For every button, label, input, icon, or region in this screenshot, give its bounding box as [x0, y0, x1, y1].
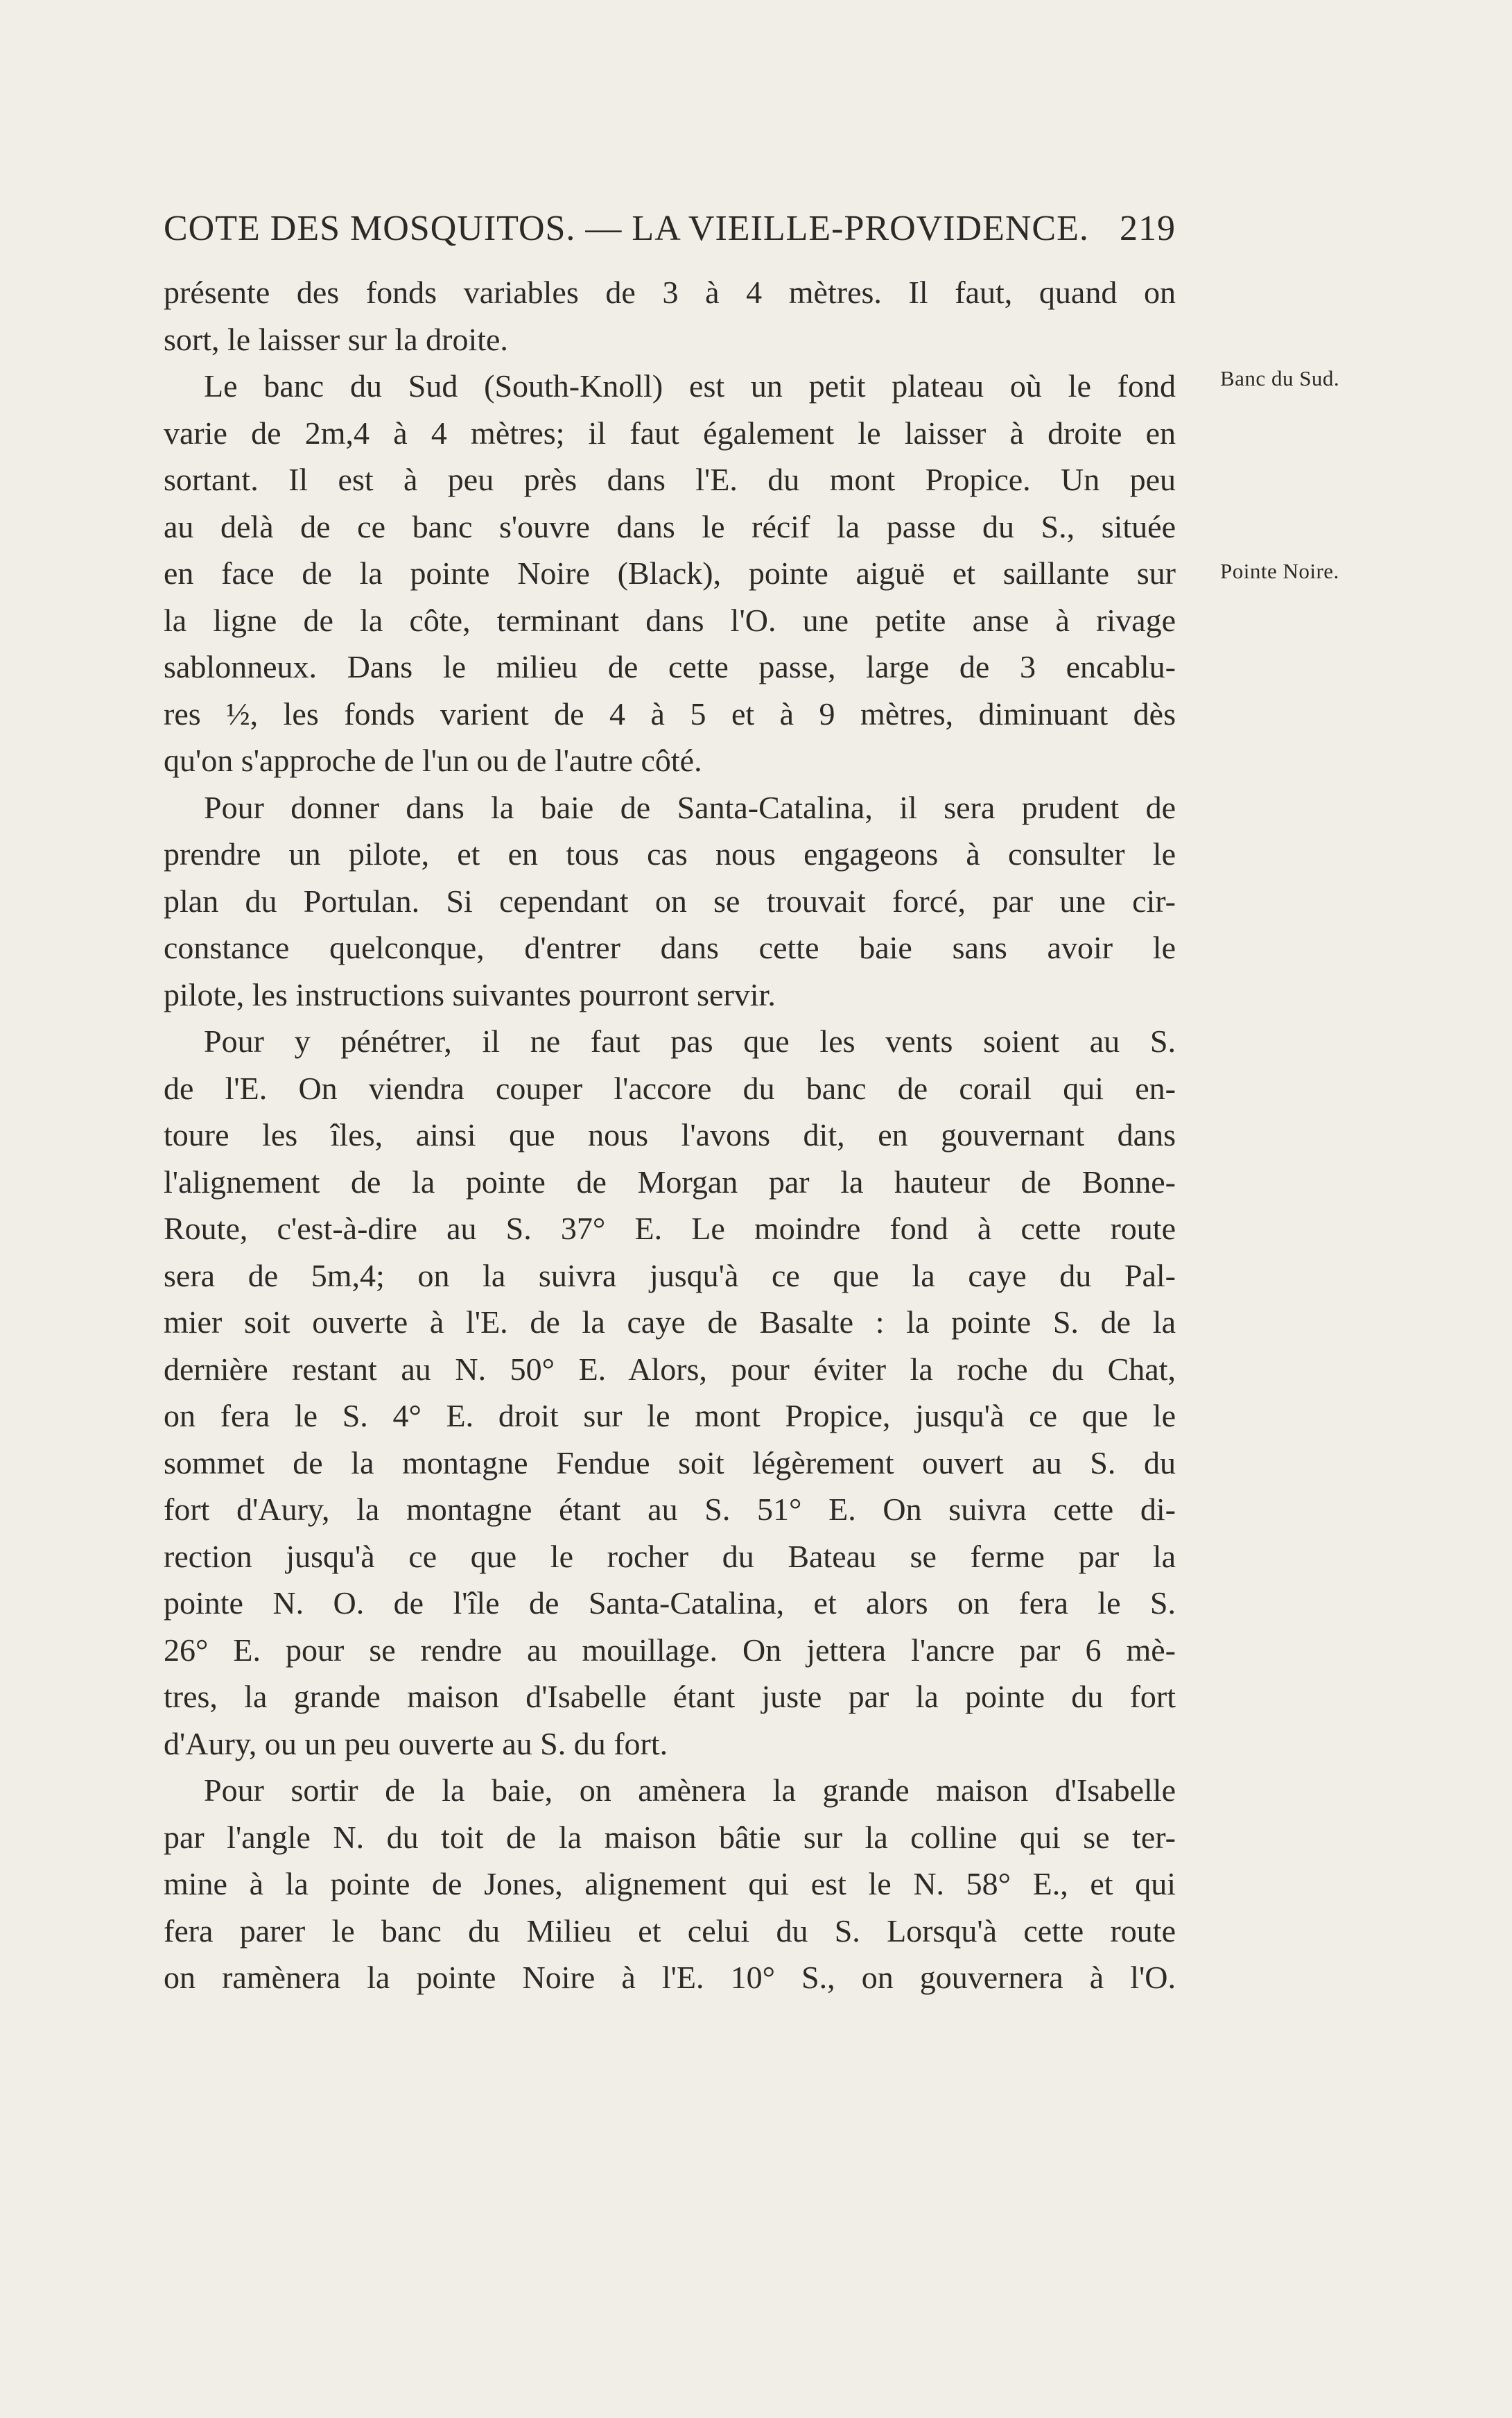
text-line: constance quelconque, d'entrer dans cette baie sans avoir le: [164, 930, 1176, 965]
text-line: varie de 2m,4 à 4 mètres; il faut également le laisser à droite en: [164, 415, 1176, 451]
text-line: sort, le laisser sur la droite.: [164, 321, 508, 357]
running-head-title: COTE DES MOSQUITOS. — LA VIEILLE-PROVIDENCE.: [164, 209, 1089, 248]
text-line: Pour donner dans la baie de Santa-Catalina, il sera prudent de: [204, 789, 1176, 825]
text-line: Pour sortir de la baie, on amènera la grande maison d'Isabelle: [204, 1772, 1176, 1808]
text-line: sommet de la montagne Fendue soit légèrement ouvert au S. du: [164, 1444, 1176, 1480]
text-line: la ligne de la côte, terminant dans l'O. une petite anse à rivage: [164, 602, 1176, 638]
text-line: mier soit ouverte à l'E. de la caye de Basalte : la pointe S. de la: [164, 1304, 1176, 1340]
text-line: fera parer le banc du Milieu et celui du S. Lorsqu'à cette route: [164, 1912, 1176, 1949]
text-line: pilote, les instructions suivantes pourront servir.: [164, 976, 776, 1012]
margin-note-pointe-noire: Pointe Noire.: [1220, 559, 1339, 583]
text-line: 26° E. pour se rendre au mouillage. On jettera l'ancre par 6 mè-: [164, 1632, 1176, 1668]
text-line: plan du Portulan. Si cependant on se trouvait forcé, par une cir-: [164, 883, 1176, 919]
text-line: l'alignement de la pointe de Morgan par la hauteur de Bonne-: [164, 1164, 1176, 1200]
text-line: mine à la pointe de Jones, alignement qui est le N. 58° E., et qui: [164, 1866, 1176, 1901]
text-line: pointe N. O. de l'île de Santa-Catalina, et alors on fera le S.: [164, 1585, 1176, 1621]
text-line: res ½, les fonds varient de 4 à 5 et à 9 mètres, diminuant dès: [164, 696, 1176, 732]
text-line: Route, c'est-à-dire au S. 37° E. Le moindre fond à cette route: [164, 1211, 1176, 1246]
text-line: Pour y pénétrer, il ne faut pas que les vents soient au S.: [204, 1024, 1176, 1059]
text-line: dernière restant au N. 50° E. Alors, pour éviter la roche du Chat,: [164, 1351, 1176, 1387]
text-line: on ramènera la pointe Noire à l'E. 10° S., on gouvernera à l'O.: [164, 1960, 1176, 1995]
text-line: en face de la pointe Noire (Black), pointe aiguë et saillante sur: [164, 555, 1176, 591]
text-line: qu'on s'approche de l'un ou de l'autre côté.: [164, 743, 702, 778]
text-line: de l'E. On viendra couper l'accore du banc de corail qui en-: [164, 1070, 1176, 1106]
text-line: toure les îles, ainsi que nous l'avons dit, en gouvernant dans: [164, 1117, 1176, 1152]
text-line: sortant. Il est à peu près dans l'E. du mont Propice. Un peu: [164, 462, 1176, 497]
text-line: fort d'Aury, la montagne étant au S. 51° E. On suivra cette di-: [164, 1492, 1176, 1527]
margin-note-banc-du-sud: Banc du Sud.: [1220, 366, 1340, 390]
running-head: [164, 208, 1176, 257]
text-line: d'Aury, ou un peu ouverte au S. du fort.: [164, 1725, 668, 1761]
text-line: par l'angle N. du toit de la maison bâtie sur la colline qui se ter-: [164, 1819, 1176, 1855]
text-line: Le banc du Sud (South-Knoll) est un petit plateau où le fond: [204, 368, 1176, 404]
page-number: 219: [1120, 209, 1176, 248]
text-line: sera de 5m,4; on la suivra jusqu'à ce que la caye du Pal-: [164, 1257, 1176, 1293]
text-line: rection jusqu'à ce que le rocher du Bateau se ferme par la: [164, 1538, 1176, 1574]
text-line: prendre un pilote, et en tous cas nous engageons à consulter le: [164, 836, 1176, 872]
body-text: [164, 269, 1176, 2001]
text-line: tres, la grande maison d'Isabelle étant juste par la pointe du fort: [164, 1679, 1176, 1714]
text-line: au delà de ce banc s'ouvre dans le récif la passe du S., située: [164, 508, 1176, 544]
text-line: sablonneux. Dans le milieu de cette passe, large de 3 encablu-: [164, 649, 1176, 684]
text-line: on fera le S. 4° E. droit sur le mont Propice, jusqu'à ce que le: [164, 1398, 1176, 1433]
text-line: présente des fonds variables de 3 à 4 mètres. Il faut, quand on: [164, 275, 1176, 310]
